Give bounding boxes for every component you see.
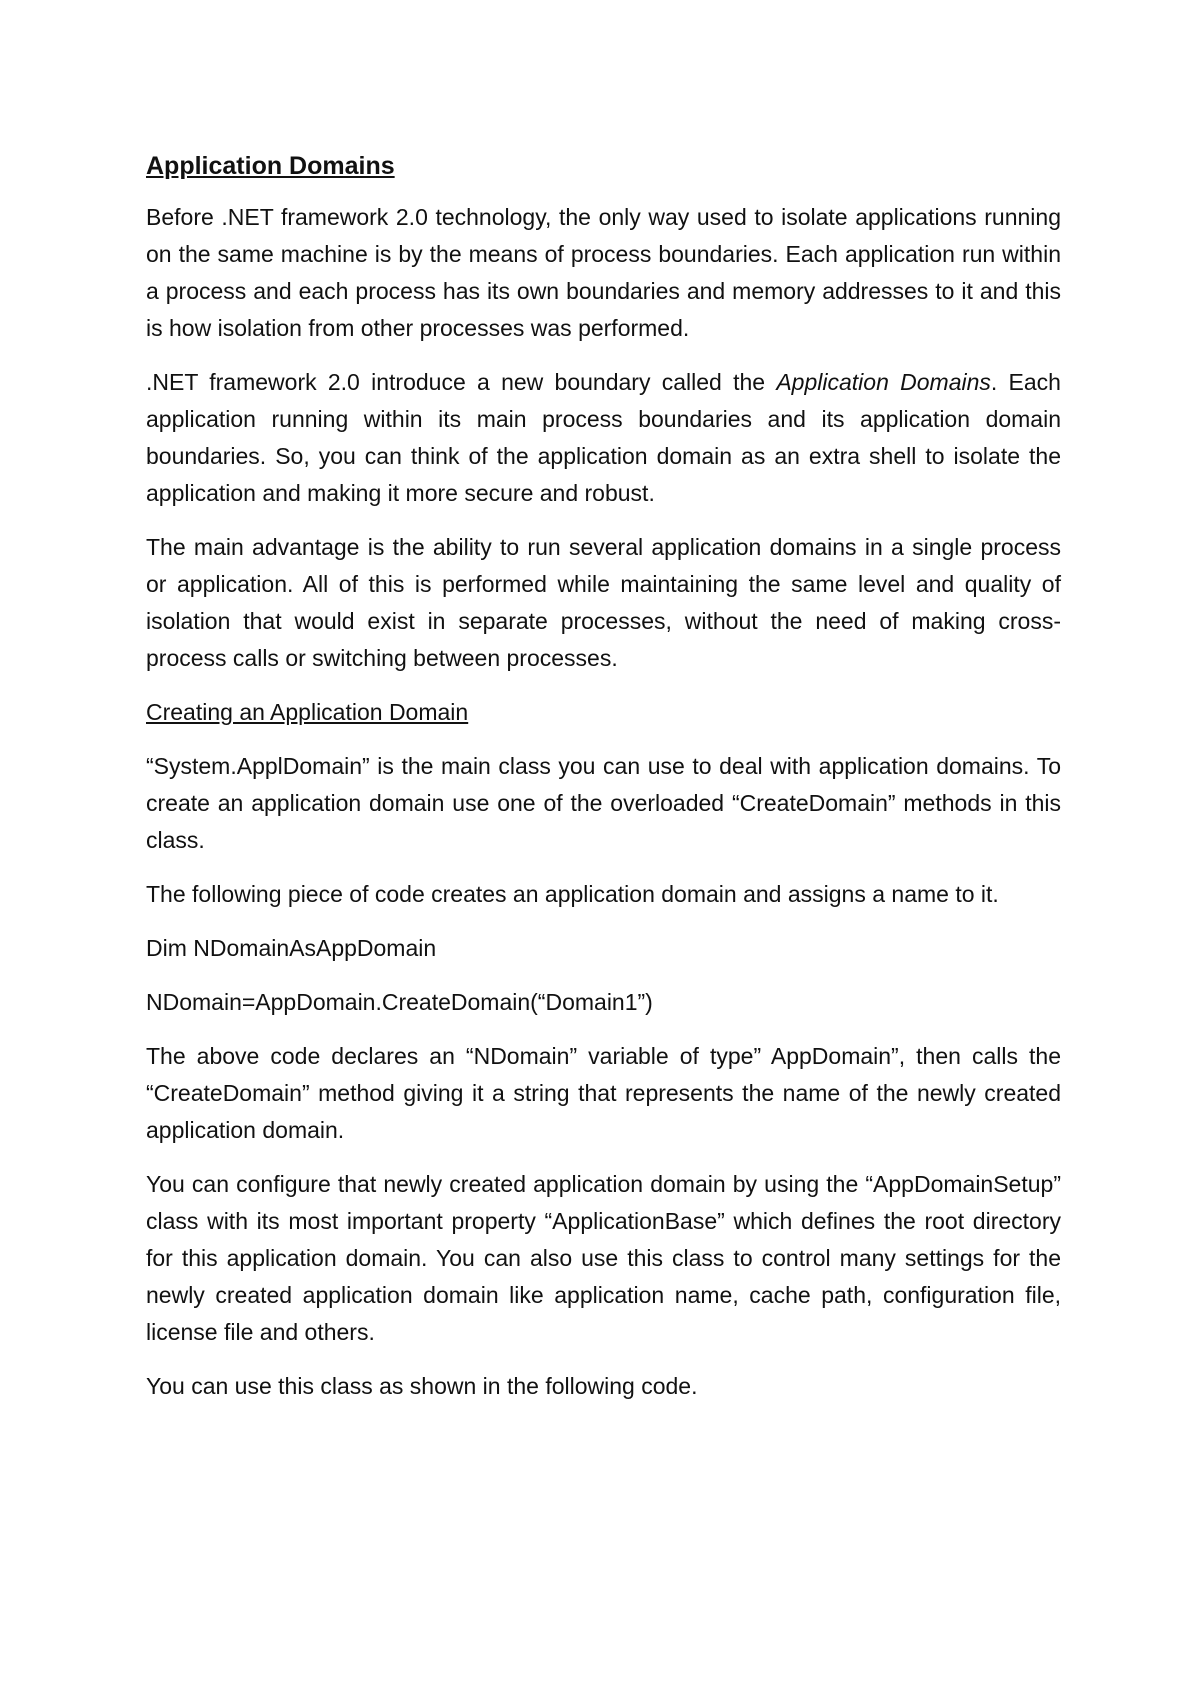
paragraph-intro: Before .NET framework 2.0 technology, the only way used to isolate applications running on the same machine is by the means of process boundaries. Each application run within a process and each process has its own boundaries and memory addresses to it and this is how isolation from other processes was performed. bbox=[146, 204, 1061, 341]
document-page bbox=[146, 148, 1061, 1422]
paragraph-code-intro: The following piece of code creates an application domain and assigns a name to it. bbox=[146, 881, 999, 907]
code-line-declare: Dim NDomainAsAppDomain bbox=[146, 935, 437, 961]
paragraph-appdomainsetup: You can configure that newly created application domain by using the “AppDomainSetup” class with its most important property “ApplicationBase” which defines the root directory for this application domain. You can also use this class to control many settings for the newly created application domain like application name, cache path, configuration file, license file and others. bbox=[146, 1171, 1061, 1345]
paragraph-code-explanation: The above code declares an “NDomain” variable of type” AppDomain”, then calls the “CreateDomain” method giving it a string that represents the name of the newly created application domain. bbox=[146, 1043, 1061, 1143]
emphasis-application-domains: Application Domains bbox=[776, 369, 991, 395]
paragraph-appdomain-class: “System.ApplDomain” is the main class you can use to deal with application domains. To create an application domain use one of the overloaded “CreateDomain” methods in this class. bbox=[146, 753, 1061, 853]
paragraph-text: .NET framework 2.0 introduce a new boundary called the bbox=[146, 369, 777, 395]
code-line-create: NDomain=AppDomain.CreateDomain(“Domain1”) bbox=[146, 989, 653, 1015]
paragraph-net-framework bbox=[146, 364, 1061, 512]
section-heading: Creating an Application Domain bbox=[146, 699, 469, 725]
paragraph-text: . Each application running within its main process boundaries and its application domain boundaries. So, you can think of the application domain as an extra shell to isolate the application and making it more secure and robust. bbox=[146, 369, 1061, 506]
paragraph-advantage: The main advantage is the ability to run several application domains in a single process or application. All of this is performed while maintaining the same level and quality of isolation that would exist in separate processes, without the need of making cross-process calls or switching between processes. bbox=[146, 534, 1061, 671]
document-title: Application Domains bbox=[146, 152, 395, 180]
paragraph-following-code: You can use this class as shown in the following code. bbox=[146, 1373, 698, 1399]
